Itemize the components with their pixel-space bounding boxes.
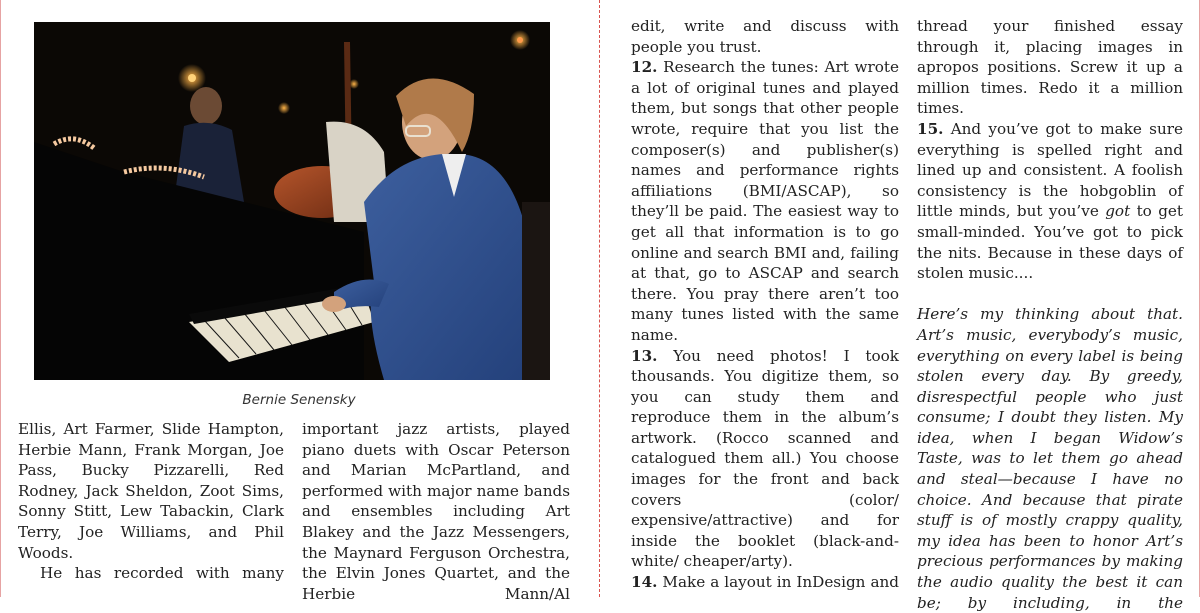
right-column-2 (917, 16, 1183, 613)
step-14-continued: thread your finished essay through it, placing images in apropos positions. Screw it up a million times. Redo it a million times. (917, 17, 1183, 118)
photo-illustration (34, 22, 550, 380)
bio-paragraph-1: Ellis, Art Farmer, Slide Hampton, Herbie Mann, Frank Morgan, Joe Pass, Bucky Pizzarelli, Red Rodney, Jack Sheldon, Zoot Sims, Sonny Stitt, Lew Tabackin, Clark Terry, Joe Williams, and Phil Woods. (18, 420, 284, 562)
left-column-2 (302, 419, 570, 604)
step-15-text-a: And you’ve got to make sure everything is spelled right and lined up and consistent. A foolish consistency is the hobgoblin of little minds, but you’ve (917, 119, 1183, 221)
left-page (0, 0, 598, 603)
continued-text: edit, write and discuss with people you trust. (631, 17, 899, 56)
left-column-1 (18, 419, 284, 584)
step-14 (631, 572, 899, 593)
step-15 (917, 119, 1183, 284)
step-14-text: Make a layout in InDesign and (662, 573, 899, 592)
step-15-text-b: to get small-minded. You’ve got to pick the nits. Because in these days of stolen music.... (917, 202, 1184, 283)
photo-caption: Bernie Senensky (242, 392, 356, 408)
bio-paragraph-2: He has recorded with many (40, 564, 284, 583)
step-14-number: 14. (631, 573, 658, 592)
step-12-number: 12. (631, 58, 658, 77)
right-page (602, 0, 1200, 612)
photo-jazz-pianist-icon (34, 22, 550, 380)
page-fold-line (599, 0, 600, 597)
bio-paragraph-3: important jazz artists, played piano duets with Oscar Peterson and Marian McPartland, and performed with major name bands and ensembles including Art Blakey and the Jazz Messengers, the Maynard Ferguson Orchestra, the Elvin Jones Quartet, and the Herbie Mann/Al (302, 420, 570, 603)
paragraph-spacer (917, 284, 1183, 305)
step-13-number: 13. (631, 346, 658, 365)
step-13-text: You need photos! I took thousands. You digitize them, so you can study them and reproduce them in the album’s artwork. (Rocco scanned and catalogued them all.) You choose images for the front and back covers (color/ expensive/attractive) and for inside the booklet (black-and-white/ cheaper/arty). (631, 346, 899, 571)
step-13 (631, 346, 899, 573)
step-12 (631, 57, 899, 345)
step-12-text: Research the tunes: Art wrote a lot of original tunes and played them, but songs that other people wrote, require that you list the composer(s) and publisher(s) names and performance rights affiliations (BMI/ASCAP), so they’ll be paid. The easiest way to get all that information is to go online and search BMI and, failing at that, go to ASCAP and search there. You pray there aren’t too many tunes listed with the same name. (631, 58, 899, 344)
italic-reflection-paragraph: Here’s my thinking about that. Art’s music, everybody’s music, everything on every label is being stolen every day. By greedy, disrespectful people who just consume; I doubt they listen. My idea, when I began Widow’s Taste, was to let them go ahead and steal—because I have no choice. And because that pirate stuff is of mostly crappy quality, my idea has been to honor Art’s precious performances by making the audio quality the best it can be; by including, in the (917, 305, 1183, 612)
step-15-emphasis: got (1105, 202, 1131, 221)
step-15-number: 15. (917, 119, 944, 138)
right-column-1 (631, 16, 899, 593)
